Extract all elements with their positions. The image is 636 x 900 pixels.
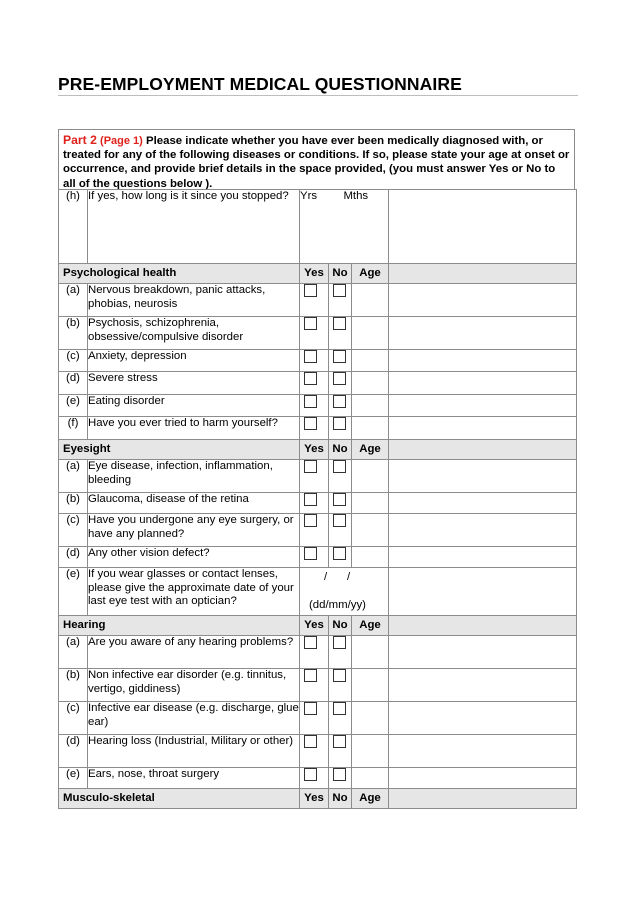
yes-checkbox[interactable] [304, 636, 317, 649]
item-text: Severe stress [88, 372, 300, 395]
no-checkbox[interactable] [333, 417, 346, 430]
question-row [59, 317, 577, 350]
page-title: PRE-EMPLOYMENT MEDICAL QUESTIONNAIRE [58, 74, 462, 94]
question-row [59, 284, 577, 317]
section-title: Musculo-skeletal [59, 789, 300, 809]
yes-checkbox[interactable] [304, 669, 317, 682]
details-cell[interactable] [389, 547, 577, 568]
details-cell[interactable] [389, 702, 577, 735]
question-row [59, 735, 577, 768]
no-checkbox[interactable] [333, 317, 346, 330]
details-cell[interactable] [389, 568, 577, 616]
question-row [59, 460, 577, 493]
item-label: (c) [59, 514, 88, 547]
item-label: (d) [59, 372, 88, 395]
item-label: (d) [59, 735, 88, 768]
item-text: Glaucoma, disease of the retina [88, 493, 300, 514]
age-cell[interactable] [352, 460, 389, 493]
details-cell[interactable] [389, 514, 577, 547]
no-header: No [329, 616, 352, 636]
yes-checkbox[interactable] [304, 417, 317, 430]
questionnaire-table [58, 189, 577, 809]
age-header: Age [352, 616, 389, 636]
yes-checkbox[interactable] [304, 702, 317, 715]
question-row [59, 395, 577, 417]
details-cell[interactable] [389, 460, 577, 493]
details-cell[interactable] [389, 190, 577, 264]
item-text: Eating disorder [88, 395, 300, 417]
no-header: No [329, 440, 352, 460]
age-cell[interactable] [352, 636, 389, 669]
details-cell[interactable] [389, 735, 577, 768]
years-label: Yrs [300, 190, 318, 202]
section-header-psychological [59, 264, 577, 284]
item-label: (a) [59, 284, 88, 317]
yes-checkbox[interactable] [304, 350, 317, 363]
item-text: Non infective ear disorder (e.g. tinnitus, vertigo, giddiness) [88, 669, 300, 702]
section-title: Hearing [59, 616, 300, 636]
age-cell[interactable] [352, 317, 389, 350]
age-cell[interactable] [352, 417, 389, 440]
yes-header: Yes [300, 789, 329, 809]
details-cell[interactable] [389, 395, 577, 417]
section-header-hearing [59, 616, 577, 636]
yes-checkbox[interactable] [304, 735, 317, 748]
item-text: Eye disease, infection, inflammation, bleeding [88, 460, 300, 493]
age-cell[interactable] [352, 350, 389, 372]
age-cell[interactable] [352, 372, 389, 395]
details-cell[interactable] [389, 768, 577, 789]
smoking-stopped-row [59, 190, 577, 264]
question-row [59, 636, 577, 669]
item-label: (b) [59, 317, 88, 350]
title-divider [58, 95, 578, 96]
details-cell[interactable] [389, 417, 577, 440]
no-checkbox[interactable] [333, 768, 346, 781]
question-row [59, 547, 577, 568]
item-text: Any other vision defect? [88, 547, 300, 568]
item-text: Anxiety, depression [88, 350, 300, 372]
part-2-instructions [58, 129, 575, 189]
no-checkbox[interactable] [333, 493, 346, 506]
part-label: Part 2 [63, 133, 97, 147]
question-row [59, 350, 577, 372]
age-header: Age [352, 264, 389, 284]
question-row [59, 768, 577, 789]
no-checkbox[interactable] [333, 372, 346, 385]
age-header: Age [352, 789, 389, 809]
item-label: (c) [59, 702, 88, 735]
details-cell[interactable] [389, 350, 577, 372]
item-label: (c) [59, 350, 88, 372]
details-cell[interactable] [389, 372, 577, 395]
yes-checkbox[interactable] [304, 317, 317, 330]
page-label: (Page 1) [100, 135, 143, 147]
yes-header: Yes [300, 440, 329, 460]
question-row [59, 493, 577, 514]
yes-checkbox[interactable] [304, 514, 317, 527]
section-title: Eyesight [59, 440, 300, 460]
item-text: Have you ever tried to harm yourself? [88, 417, 300, 440]
question-row [59, 417, 577, 440]
yes-checkbox[interactable] [304, 284, 317, 297]
item-text: Are you aware of any hearing problems? [88, 636, 300, 669]
item-label: (h) [59, 190, 88, 264]
yes-checkbox[interactable] [304, 395, 317, 408]
age-cell[interactable] [352, 493, 389, 514]
no-header: No [329, 264, 352, 284]
age-cell[interactable] [352, 735, 389, 768]
age-header: Age [352, 440, 389, 460]
age-cell[interactable] [352, 768, 389, 789]
months-label: Mths [343, 190, 369, 202]
item-text: Infective ear disease (e.g. discharge, glue ear) [88, 702, 300, 735]
item-text: Have you undergone any eye surgery, or have any planned? [88, 514, 300, 547]
item-label: (a) [59, 636, 88, 669]
item-text: Psychosis, schizophrenia, obsessive/compulsive disorder [88, 317, 300, 350]
item-text: If you wear glasses or contact lenses, please give the approximate date of your last eye test with an optician? [88, 568, 300, 616]
item-text: Hearing loss (Industrial, Military or other) [88, 735, 300, 768]
age-cell[interactable] [352, 395, 389, 417]
item-label: (d) [59, 547, 88, 568]
duration-field[interactable] [300, 190, 389, 264]
yes-checkbox[interactable] [304, 372, 317, 385]
no-checkbox[interactable] [333, 284, 346, 297]
section-header-musculo-skeletal [59, 789, 577, 809]
age-cell[interactable] [352, 702, 389, 735]
no-checkbox[interactable] [333, 395, 346, 408]
no-checkbox[interactable] [333, 460, 346, 473]
yes-header: Yes [300, 264, 329, 284]
item-text: If yes, how long is it since you stopped? [88, 190, 300, 264]
yes-checkbox[interactable] [304, 493, 317, 506]
date-separator: / [347, 571, 351, 583]
question-row [59, 702, 577, 735]
yes-checkbox[interactable] [304, 547, 317, 560]
section-title: Psychological health [59, 264, 300, 284]
yes-header: Yes [300, 616, 329, 636]
details-cell[interactable] [389, 284, 577, 317]
age-cell[interactable] [352, 547, 389, 568]
no-checkbox[interactable] [333, 669, 346, 682]
item-label: (e) [59, 768, 88, 789]
no-checkbox[interactable] [333, 350, 346, 363]
yes-checkbox[interactable] [304, 460, 317, 473]
details-cell[interactable] [389, 493, 577, 514]
instructions-text: Please indicate whether you have ever been medically diagnosed with, or treated for any of the following diseases or conditions. If so, please state your age at onset or occurrence, and provide brief details in the space provided, (you must answer Yes or No to all of the questions below ). [63, 135, 570, 190]
no-header: No [329, 789, 352, 809]
date-separator: / [324, 571, 328, 583]
age-cell[interactable] [352, 284, 389, 317]
item-label: (b) [59, 669, 88, 702]
item-label: (b) [59, 493, 88, 514]
date-format-hint: (dd/mm/yy) [309, 599, 366, 612]
no-checkbox[interactable] [333, 547, 346, 560]
age-cell[interactable] [352, 669, 389, 702]
yes-checkbox[interactable] [304, 768, 317, 781]
item-label: (e) [59, 395, 88, 417]
question-row [59, 372, 577, 395]
item-text: Nervous breakdown, panic attacks, phobias, neurosis [88, 284, 300, 317]
details-cell[interactable] [389, 636, 577, 669]
item-label: (e) [59, 568, 88, 616]
item-label: (f) [59, 417, 88, 440]
question-row [59, 568, 577, 616]
question-row [59, 669, 577, 702]
no-checkbox[interactable] [333, 636, 346, 649]
item-label: (a) [59, 460, 88, 493]
age-cell[interactable] [352, 514, 389, 547]
details-cell[interactable] [389, 317, 577, 350]
details-cell[interactable] [389, 669, 577, 702]
section-header-eyesight [59, 440, 577, 460]
item-text: Ears, nose, throat surgery [88, 768, 300, 789]
no-checkbox[interactable] [333, 702, 346, 715]
no-checkbox[interactable] [333, 735, 346, 748]
eye-test-date-field[interactable] [300, 568, 389, 616]
question-row [59, 514, 577, 547]
no-checkbox[interactable] [333, 514, 346, 527]
